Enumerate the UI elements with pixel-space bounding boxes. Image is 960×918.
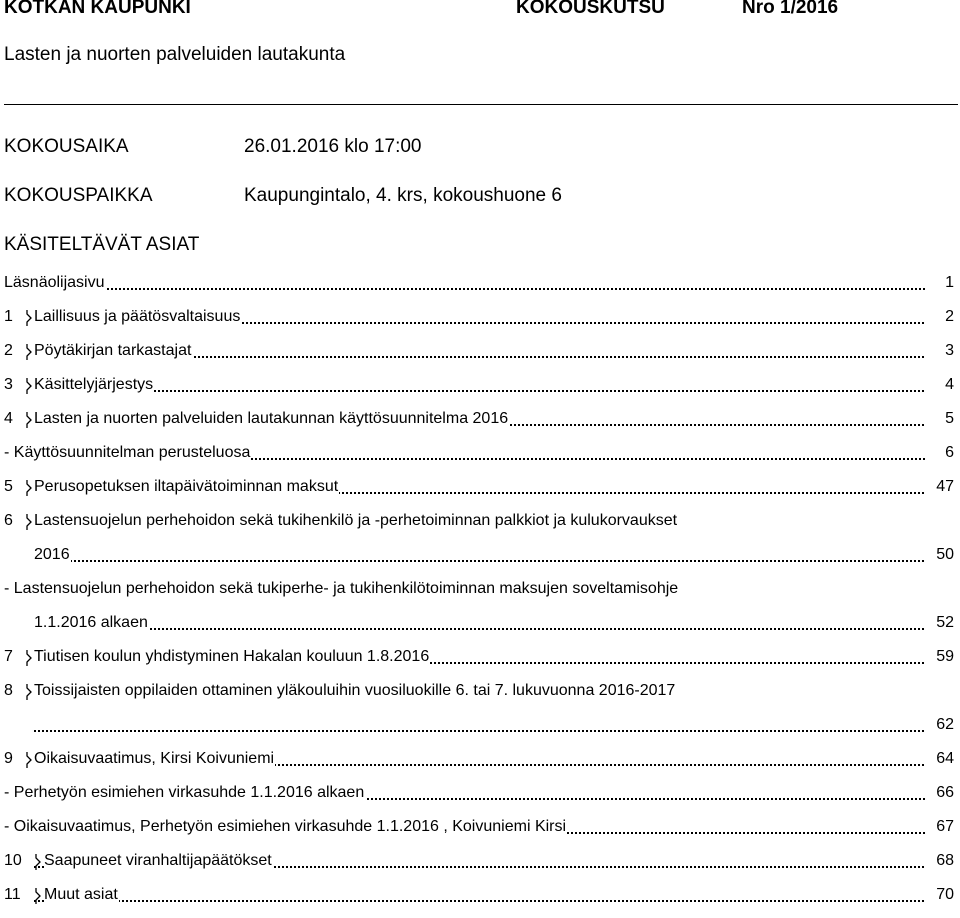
toc-entry[interactable]: [4, 850, 954, 884]
section-marker-icon: [19, 343, 35, 361]
toc-item-title: Lastensuojelun perhehoidon sekä tukihenkilö ja -perhetoiminnan palkkiot ja kulukorvaukset: [34, 510, 678, 532]
toc-page-number: 1: [926, 272, 954, 294]
toc-entry[interactable]: [4, 782, 954, 816]
toc-item-title: - Lastensuojelun perhehoidon sekä tukiperhe- ja tukihenkilötoiminnan maksujen soveltamisohje: [4, 578, 679, 600]
city-name: KOTKAN KAUPUNKI: [4, 0, 191, 18]
toc-entry[interactable]: [4, 442, 954, 476]
toc-item-title: Käsittelyjärjestys: [34, 374, 154, 396]
toc-item-title: Lasten ja nuorten palveluiden lautakunnan käyttösuunnitelma 2016: [34, 408, 509, 430]
section-marker-icon: [19, 377, 35, 395]
toc-page-number: 70: [926, 884, 954, 906]
toc-item-title-continued: 2016: [34, 544, 71, 566]
document-type: KOKOUSKUTSU: [516, 0, 665, 18]
toc-page-number: 5: [926, 408, 954, 430]
section-marker-icon: [19, 751, 35, 769]
toc-entry[interactable]: [4, 884, 954, 918]
toc-item-title: Laillisuus ja päätösvaltaisuus: [34, 306, 241, 328]
toc-dot-leader: [34, 628, 932, 630]
toc-dot-leader: [34, 900, 932, 902]
toc-entry[interactable]: [4, 578, 954, 646]
toc-item-title: Pöytäkirjan tarkastajat: [34, 340, 192, 362]
toc-dot-leader: [34, 560, 932, 562]
toc-item-title: Toissijaisten oppilaiden ottaminen yläkouluihin vuosiluokille 6. tai 7. lukuvuonna 2016-2017: [34, 680, 676, 702]
toc-item-title: Läsnäolijasivu: [4, 272, 106, 294]
toc-page-number: 66: [926, 782, 954, 804]
toc-item-number: 4: [4, 410, 13, 427]
toc-item-title: Saapuneet viranhaltijapäätökset: [44, 850, 273, 872]
toc-item-number: 6: [4, 512, 13, 529]
toc-item-title: Oikaisuvaatimus, Kirsi Koivuniemi: [34, 748, 275, 770]
toc-entry[interactable]: [4, 476, 954, 510]
toc-entry[interactable]: [4, 374, 954, 408]
toc-entry[interactable]: [4, 408, 954, 442]
toc-item-number: 11: [4, 886, 21, 903]
toc-page-number: 50: [926, 544, 954, 566]
section-marker-icon: [19, 649, 35, 667]
document-header: [0, 0, 960, 22]
toc-page-number: 62: [926, 714, 954, 736]
toc-entry[interactable]: [4, 816, 954, 850]
meeting-place-value: Kaupungintalo, 4. krs, kokoushuone 6: [244, 185, 562, 206]
toc-entry[interactable]: [4, 510, 954, 578]
toc-page-number: 47: [926, 476, 954, 498]
board-name: Lasten ja nuorten palveluiden lautakunta: [4, 44, 346, 65]
toc-item-number: 7: [4, 648, 13, 665]
section-marker-icon: [28, 853, 44, 871]
toc-item-number: 8: [4, 682, 13, 699]
toc-entry[interactable]: [4, 748, 954, 782]
toc-page-number: 67: [926, 816, 954, 838]
toc-page-number: 6: [926, 442, 954, 464]
toc-item-title: Perusopetuksen iltapäivätoiminnan maksut: [34, 476, 339, 498]
meeting-time-label: KOKOUSAIKA: [4, 136, 129, 157]
toc-page-number: 2: [926, 306, 954, 328]
toc-entry[interactable]: [4, 340, 954, 374]
table-of-contents: [4, 272, 954, 918]
toc-page-number: 52: [926, 612, 954, 634]
toc-item-number: 10: [4, 852, 22, 869]
toc-item-number: 1: [4, 308, 13, 325]
toc-entry[interactable]: [4, 272, 954, 306]
section-marker-icon: [28, 887, 44, 905]
toc-page-number: 64: [926, 748, 954, 770]
toc-dot-leader: [34, 390, 932, 392]
toc-dot-leader: [4, 288, 932, 290]
toc-item-title: Tiutisen koulun yhdistyminen Hakalan kouluun 1.8.2016: [34, 646, 430, 668]
header-divider: [4, 104, 958, 105]
toc-item-title-continued: 1.1.2016 alkaen: [34, 612, 149, 634]
toc-page-number: 3: [926, 340, 954, 362]
toc-item-title: - Perhetyön esimiehen virkasuhde 1.1.2016 alkaen: [4, 782, 365, 804]
toc-page-number: 59: [926, 646, 954, 668]
document-number: Nro 1/2016: [742, 0, 839, 18]
section-marker-icon: [19, 411, 35, 429]
toc-page-number: 4: [926, 374, 954, 396]
section-marker-icon: [19, 479, 35, 497]
toc-entry[interactable]: [4, 306, 954, 340]
toc-item-title: Muut asiat: [44, 884, 119, 906]
toc-item-number: 5: [4, 478, 13, 495]
toc-dot-leader: [34, 730, 932, 732]
section-marker-icon: [19, 309, 35, 327]
meeting-time-value: 26.01.2016 klo 17:00: [244, 136, 422, 157]
toc-entry[interactable]: [4, 680, 954, 748]
toc-item-number: 3: [4, 376, 13, 393]
toc-item-title: - Käyttösuunnitelman perusteluosa: [4, 442, 251, 464]
toc-item-number: 9: [4, 750, 13, 767]
section-marker-icon: [19, 683, 35, 701]
agenda-heading: KÄSITELTÄVÄT ASIAT: [4, 234, 200, 255]
meeting-place-row: [4, 185, 562, 207]
toc-page-number: 68: [926, 850, 954, 872]
meeting-place-label: KOKOUSPAIKKA: [4, 185, 153, 206]
meeting-time-row: [4, 136, 422, 158]
toc-item-title: - Oikaisuvaatimus, Perhetyön esimiehen virkasuhde 1.1.2016 , Koivuniemi Kirsi: [4, 816, 567, 838]
section-marker-icon: [19, 513, 35, 531]
toc-item-number: 2: [4, 342, 13, 359]
toc-entry[interactable]: [4, 646, 954, 680]
